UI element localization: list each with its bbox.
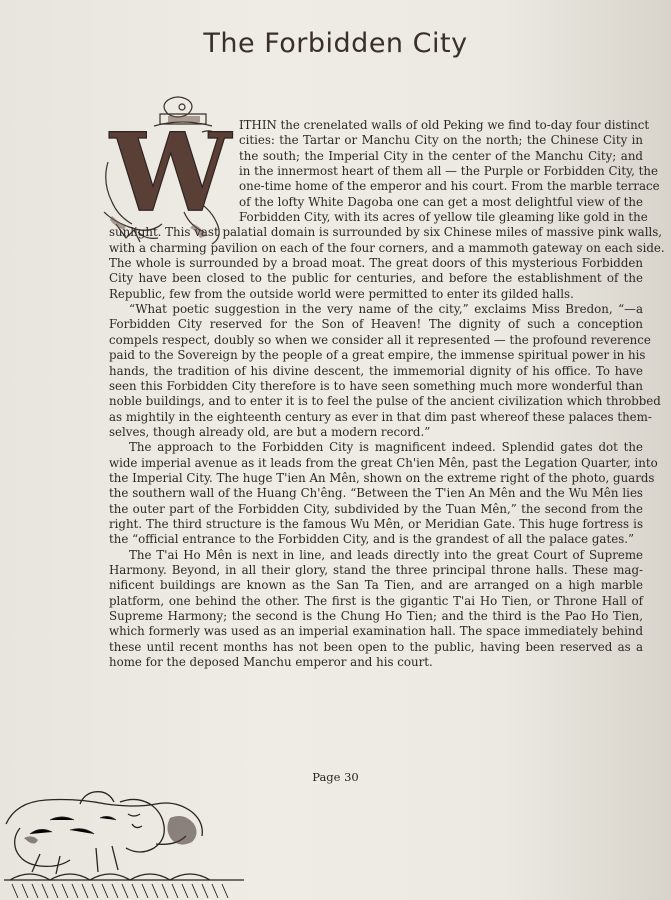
text-line: paid to the Sovereign by the people of a great empire, the immense spiritual power in his bbox=[109, 348, 646, 363]
paragraph-1 bbox=[109, 118, 665, 302]
text-line: Republic, few from the outside world were permitted to enter its gilded halls. bbox=[109, 286, 574, 301]
paragraph-4 bbox=[109, 548, 643, 671]
page-number: Page 30 bbox=[312, 770, 359, 784]
text-line: one-time home of the emperor and his court. From the marble terrace bbox=[239, 179, 660, 194]
text-line: in the innermost heart of them all — the Purple or Forbidden City, the bbox=[239, 164, 658, 179]
page-title: The Forbidden City bbox=[203, 28, 468, 59]
drop-cap-letter: W bbox=[110, 110, 232, 236]
text-line: these until recent months has not been open to the public, having been reserved as a bbox=[109, 639, 643, 654]
text-line: with a charming pavilion on each of the four corners, and a mammoth gateway on each side. bbox=[109, 240, 665, 255]
text-line: of the lofty White Dagoba one can get a most delightful view of the bbox=[239, 194, 643, 209]
text-line: Harmony. Beyond, in all their glory, stand the three principal throne halls. These mag- bbox=[109, 562, 643, 577]
text-line: wide imperial avenue as it leads from the great Ch'ien Mên, past the Legation Quarter, into bbox=[109, 455, 658, 470]
text-line: seen this Forbidden City therefore is to have seen something much more wonderful than bbox=[109, 378, 643, 393]
text-line: which formerly was used as an imperial examination hall. The space immediately behind bbox=[109, 624, 643, 639]
text-line: nificent buildings are known as the San Ta Tien, and are arranged on a high marble bbox=[109, 578, 643, 593]
text-line: the “official entrance to the Forbidden City, and is the grandest of all the palace gates.” bbox=[109, 532, 635, 547]
text-line: the Imperial City. The huge T'ien An Mên, shown on the extreme right of the photo, guards bbox=[109, 470, 655, 485]
lion-illustration bbox=[0, 784, 250, 900]
text-line: the south; the Imperial City in the center of the Manchu City; and bbox=[239, 148, 643, 163]
text-line: Forbidden City, with its acres of yellow tile gleaming like gold in the bbox=[239, 210, 648, 225]
text-line: home for the deposed Manchu emperor and his court. bbox=[109, 655, 433, 670]
text-line: City have been closed to the public for centuries, and before the establishment of the bbox=[109, 271, 643, 286]
text-line: Supreme Harmony; the second is the Chung Ho Tien; and the third is the Pao Ho Tien, bbox=[109, 609, 643, 623]
text-line: right. The third structure is the famous Wu Mên, or Meridian Gate. This huge fortress is bbox=[109, 516, 643, 531]
paragraph-3 bbox=[109, 440, 658, 547]
paragraph-2 bbox=[109, 302, 661, 440]
text-line: “What poetic suggestion in the very name of the city,” exclaims Miss Bredon, “—a bbox=[129, 302, 643, 317]
text-line: compels respect, doubly so when we consider all it represented — the profound reverence bbox=[109, 332, 651, 347]
text-line: noble buildings, and to enter it is to feel the pulse of the ancient civilization which throbbed bbox=[109, 394, 661, 409]
text-line: as mightily in the eighteenth century as ever in that dim past whereof these palaces them- bbox=[109, 409, 652, 424]
text-line: ITHIN the crenelated walls of old Peking we find to-day four distinct bbox=[239, 118, 650, 132]
text-line: cities: the Tartar or Manchu City on the north; the Chinese City in bbox=[239, 133, 643, 148]
text-line: platform, one behind the other. The first is the gigantic T'ai Ho Tien, or Throne Hall of bbox=[109, 593, 643, 608]
text-line: Forbidden City reserved for the Son of Heaven! The dignity of such a conception bbox=[109, 317, 643, 332]
text-line: sunlight. This vast palatial domain is surrounded by six Chinese miles of massive pink walls, bbox=[109, 225, 663, 240]
text-line: The T'ai Ho Mên is next in line, and leads directly into the great Court of Supreme bbox=[129, 547, 643, 562]
text-line: selves, though already old, are but a modern record.” bbox=[109, 424, 431, 439]
text-line: The approach to the Forbidden City is magnificent indeed. Splendid gates dot the bbox=[129, 440, 643, 455]
text-line: hands, the tradition of his divine descent, the immemorial dignity of his office. To have bbox=[109, 363, 643, 378]
text-line: the southern wall of the Huang Ch'êng. “Between the T'ien An Mên and the Wu Mên lies bbox=[109, 486, 643, 501]
text-line: The whole is surrounded by a broad moat. The great doors of this mysterious Forbidden bbox=[109, 256, 643, 271]
article-body bbox=[109, 118, 665, 670]
text-line: the outer part of the Forbidden City, subdivided by the Tuan Mên,” the second from the bbox=[109, 501, 643, 516]
